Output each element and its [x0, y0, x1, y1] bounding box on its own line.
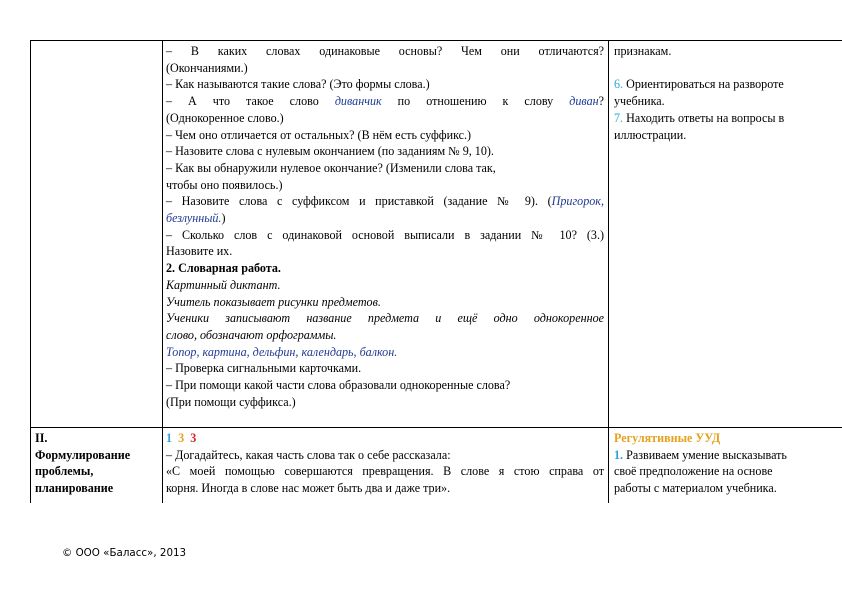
row2-content-cell — [166, 430, 604, 497]
row2-right-cell — [614, 430, 838, 497]
level-markers — [166, 430, 604, 447]
row-divider — [30, 427, 842, 428]
text-line-17: – Сколько слов с одинаковой основой выписали в задании № 10? (3.) — [166, 227, 604, 242]
stage-title-line: Формулирование — [35, 447, 131, 462]
text-line — [166, 177, 604, 194]
text-line-7: ? — [598, 94, 604, 109]
example-word: Пригорок, — [551, 194, 604, 209]
text-line — [166, 394, 604, 411]
text-line — [614, 127, 838, 144]
text-line — [166, 227, 604, 244]
stage-title-line: проблемы, — [35, 464, 94, 479]
text-line — [166, 327, 604, 344]
text-line — [614, 93, 838, 110]
text-line — [166, 127, 604, 144]
text-line-21: Учитель показывает рисунки предметов. — [166, 294, 381, 309]
text-line — [166, 160, 604, 177]
text-line-20: Картинный диктант. — [166, 277, 281, 292]
level-2: 3 — [178, 431, 185, 445]
level-3: 3 — [190, 431, 197, 445]
row1-right-cell — [614, 43, 838, 143]
text-line-26: – При помощи какой части слова образовали однокоренные слова? — [166, 378, 511, 393]
text-line — [166, 480, 604, 497]
column-divider-2 — [608, 40, 609, 503]
list-item — [614, 110, 838, 127]
text-line — [166, 193, 604, 210]
text-line-16: ) — [221, 211, 226, 226]
text-line-10: – Назовите слова с нулевым окончанием (по заданиям № 9, 10). — [166, 144, 494, 159]
text-line — [166, 210, 604, 227]
item-text: Развиваем умение высказывать — [626, 447, 787, 462]
row2-stage-cell — [35, 430, 159, 497]
example-word: диван — [569, 94, 599, 109]
row1-content-cell — [166, 43, 604, 410]
item-number: 1. — [614, 447, 624, 462]
text-line-13: – Назовите слова с суффиксом и приставкой (задание № 9). ( — [166, 194, 552, 209]
text-line — [166, 344, 604, 361]
item-text: учебника. — [614, 94, 665, 109]
text-line-3: – А что такое слово — [166, 94, 335, 109]
column-divider-1 — [162, 40, 163, 503]
list-item — [614, 447, 838, 464]
text-line — [166, 277, 604, 294]
text-line-11: – Как вы обнаружили нулевое окончание? (Изменили слова так, — [166, 160, 496, 175]
text-line-12: чтобы оно появилось.) — [166, 177, 283, 192]
text-line — [166, 143, 604, 160]
section-heading — [166, 260, 604, 277]
item-number: 7. — [614, 110, 624, 125]
text-line — [166, 93, 604, 110]
text-line-0: – В каких словах одинаковые основы? Чем они отличаются? — [166, 44, 604, 58]
text-line: «С моей помощью совершаются превращения. В слове я стою справа от — [166, 464, 604, 479]
lesson-table — [30, 40, 842, 503]
spacer — [614, 60, 838, 77]
text-line — [166, 360, 604, 377]
text-line — [166, 110, 604, 127]
text-line-9: – Чем оно отличается от остальных? (В нём есть суффикс.) — [166, 127, 472, 142]
copyright-footer: © ООО «Баласс», 2013 — [62, 547, 187, 559]
text-line-1: (Окончаниями.) — [166, 60, 248, 75]
text-line-27: (При помощи суффикса.) — [166, 394, 296, 409]
text-line: корня. Иногда в слове нас может быть два и даже три». — [166, 481, 451, 496]
stage-number: II. — [35, 431, 48, 445]
text-line-r0: признакам. — [614, 44, 672, 58]
text-line-24: Топор, картина, дельфин, календарь, балкон. — [166, 344, 398, 359]
level-1: 1 — [166, 431, 173, 445]
text-line — [166, 243, 604, 260]
list-item — [614, 76, 838, 93]
text-line — [166, 447, 604, 464]
item-text: Ориентироваться на развороте — [626, 77, 784, 92]
text-line — [166, 60, 604, 77]
text-line-2: – Как называются такие слова? (Это формы слова.) — [166, 77, 430, 92]
item-text: иллюстрации. — [614, 127, 687, 142]
item-number: 6. — [614, 77, 624, 92]
item-text: своё предположение на основе — [614, 464, 773, 479]
table-border-left — [30, 40, 31, 503]
uud-heading: Регулятивные УУД — [614, 431, 721, 445]
table-border-top — [30, 40, 842, 41]
text-line-18: Назовите их. — [166, 244, 233, 259]
text-line: – Догадайтесь, какая часть слова так о себе рассказала: — [166, 447, 451, 462]
text-line — [614, 43, 838, 60]
text-line — [166, 463, 604, 480]
text-line-25: – Проверка сигнальными карточками. — [166, 361, 362, 376]
text-line-22: Ученики записывают название предмета и ещё одно однокоренное — [166, 311, 604, 326]
text-line — [166, 43, 604, 60]
text-line — [166, 310, 604, 327]
item-text: Находить ответы на вопросы в — [626, 110, 785, 125]
text-line-8: (Однокоренное слово.) — [166, 110, 284, 125]
text-line-19: 2. Словарная работа. — [166, 261, 281, 276]
text-line — [166, 76, 604, 93]
example-word: диванчик — [334, 94, 382, 109]
item-text: работы с материалом учебника. — [614, 481, 777, 496]
example-word: безлунный. — [166, 211, 222, 226]
stage-title-line: планирование — [35, 481, 114, 496]
text-line — [166, 294, 604, 311]
text-line-5: по отношению к слову — [381, 94, 570, 109]
text-line — [166, 377, 604, 394]
text-line-23: слово, обозначают орфограммы. — [166, 327, 337, 342]
